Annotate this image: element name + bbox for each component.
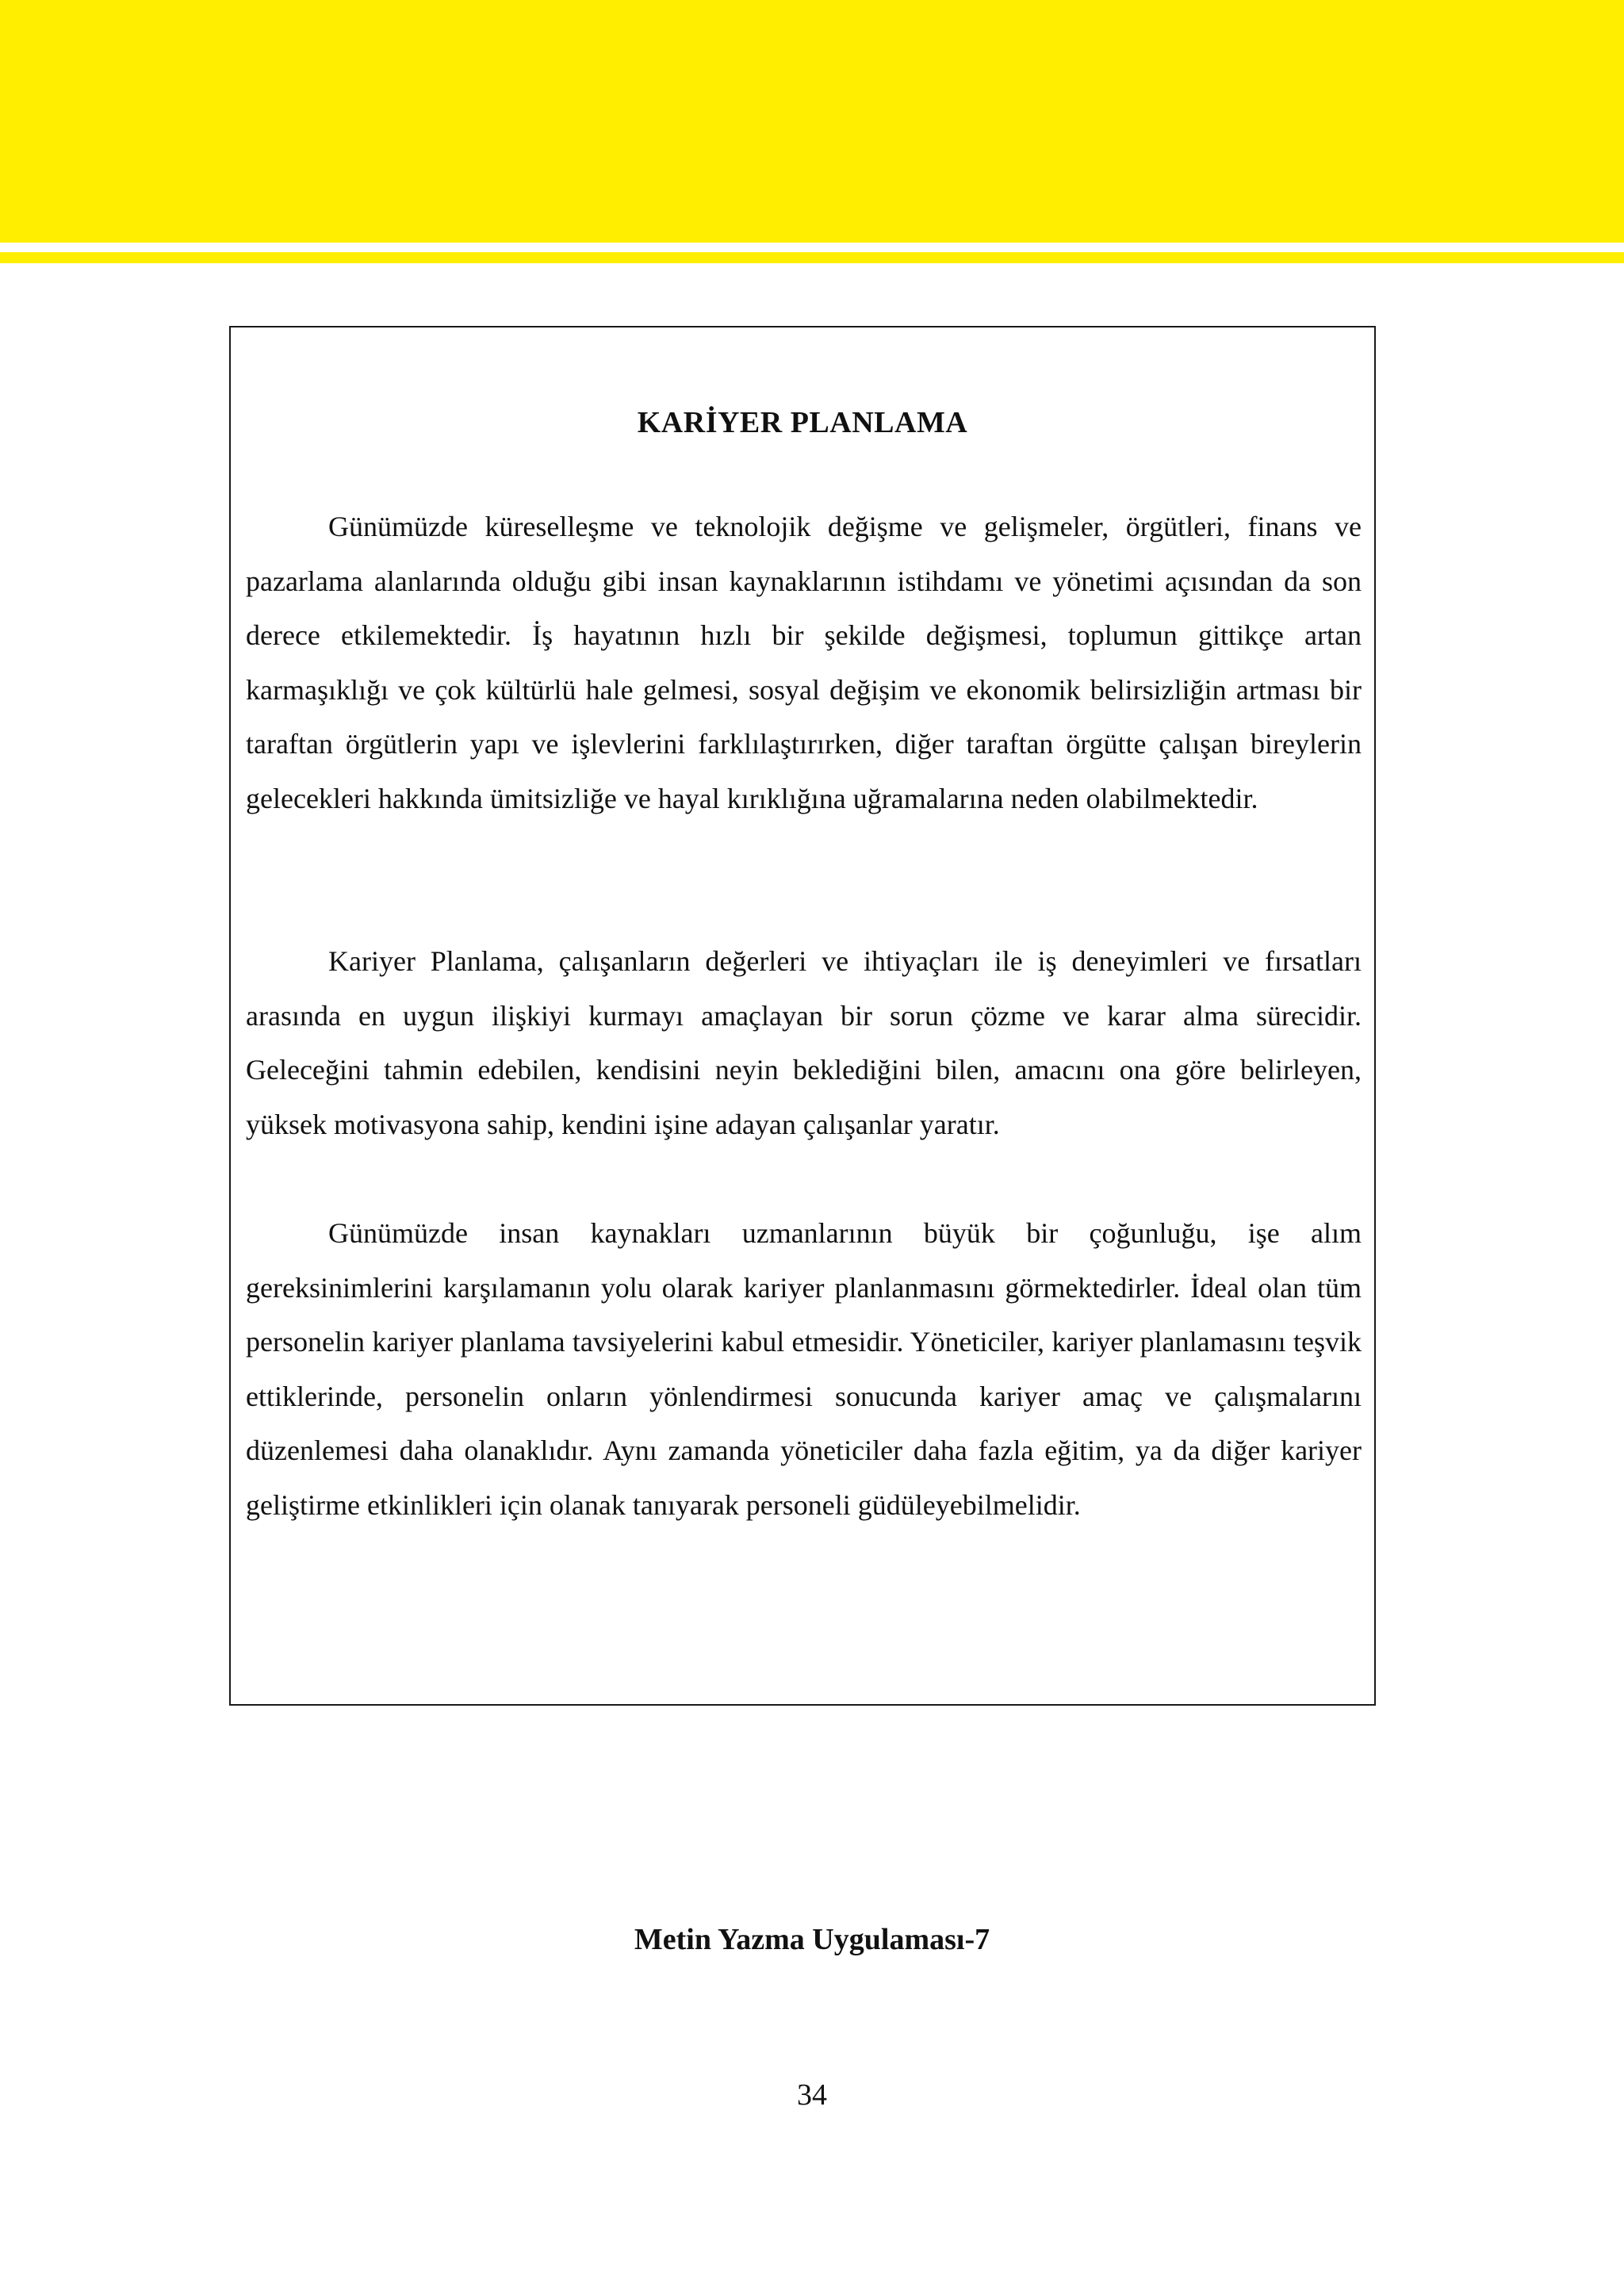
header-yellow-band	[0, 0, 1624, 243]
exercise-title: Metin Yazma Uygulaması-7	[634, 1923, 990, 1956]
document-title: KARİYER PLANLAMA	[637, 406, 968, 439]
paragraph-1: Günümüzde küreselleşme ve teknolojik değişme ve gelişmeler, örgütleri, finans ve pazarlama alanlarında olduğu gibi insan kaynaklarının istihdamı ve yönetimi açısından da son derece etkilemektedir. İş hayatının hızlı bir şekilde değişmesi, toplumun gittikçe artan karmaşıklığı ve çok kültürlü hale gelmesi, sosyal değişim ve ekonomik belirsizliğin artması bir taraftan örgütlerin yapı ve işlevlerini farklılaştırırken, diğer taraftan örgütte çalışan bireylerin gelecekleri hakkında ümitsizliğe ve hayal kırıklığına uğramalarına neden olabilmektedir.	[246, 511, 1362, 814]
text-frame	[229, 326, 1376, 1706]
paragraph-3: Günümüzde insan kaynakları uzmanlarının büyük bir çoğunluğu, işe alım gereksinimlerini karşılamanın yolu olarak kariyer planlanmasını görmektedirler. İdeal olan tüm personelin kariyer planlama tavsiyelerini kabul etmesidir. Yöneticiler, kariyer planlamasını teşvik ettiklerinde, personelin onların yönlendirmesi sonucunda kariyer amaç ve çalışmalarını düzenlemesi daha olanaklıdır. Aynı zamanda yöneticiler daha fazla eğitim, ya da diğer kariyer geliştirme etkinlikleri için olanak tanıyarak personeli güdüleyebilmelidir.	[246, 1217, 1362, 1521]
header-yellow-stripe	[0, 252, 1624, 263]
paragraph-2: Kariyer Planlama, çalışanların değerleri ve ihtiyaçları ile iş deneyimleri ve fırsatları arasında en uygun ilişkiyi kurmayı amaçlayan bir sorun çözme ve karar alma sürecidir. Geleceğini tahmin edebilen, kendisini neyin beklediğini bilen, amacını ona göre belirleyen, yüksek motivasyona sahip, kendini işine adayan çalışanlar yaratır.	[246, 945, 1362, 1140]
page-number: 34	[797, 2078, 827, 2112]
